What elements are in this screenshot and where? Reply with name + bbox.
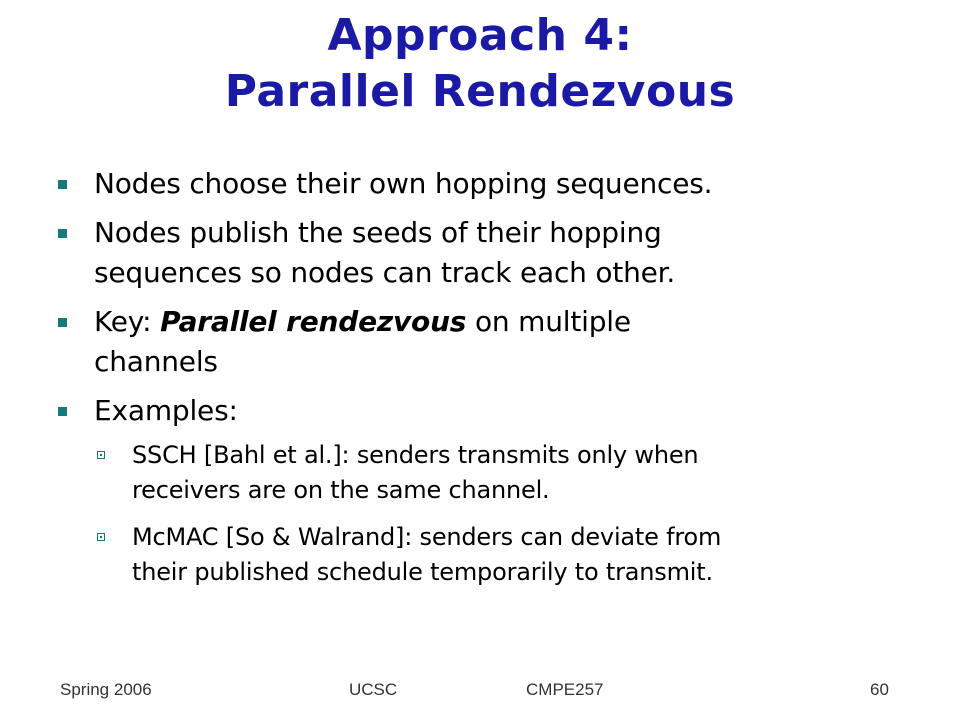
sub-bullet-line2: receivers are on the same channel. — [132, 476, 550, 504]
bullet-text: Nodes choose their own hopping sequences. — [94, 167, 713, 200]
bullet-emphasis: Parallel rendezvous — [160, 305, 467, 338]
sub-bullet-line1: McMAC [So & Walrand]: senders can deviate from — [132, 523, 722, 551]
slide-title-line1: Approach 4: — [327, 10, 633, 61]
slide-title — [0, 8, 960, 120]
bullet-text-line2: channels — [94, 345, 218, 378]
sub-bullet-line1: SSCH [Bahl et al.]: senders transmits only when — [132, 441, 699, 469]
bullet-item — [56, 213, 916, 293]
filled-square-bullet-icon — [58, 180, 67, 189]
sub-bullet-line2: their published schedule temporarily to transmit. — [132, 558, 713, 586]
bullet-text-line1: Nodes publish the seeds of their hopping — [94, 216, 662, 249]
filled-square-bullet-icon — [58, 318, 67, 327]
filled-square-bullet-icon — [58, 229, 67, 238]
bullet-text-line2: sequences so nodes can track each other. — [94, 256, 676, 289]
bullet-item — [56, 391, 916, 431]
bullet-item — [56, 302, 916, 382]
hollow-square-bullet-icon — [97, 533, 105, 541]
bullet-prefix: Key: — [94, 305, 161, 338]
footer-page-number: 60 — [870, 680, 889, 699]
slide-body — [56, 164, 916, 602]
sub-bullet-item — [94, 520, 916, 590]
bullet-text-line1 — [94, 302, 916, 342]
filled-square-bullet-icon — [58, 407, 67, 416]
footer-school: UCSC — [349, 680, 398, 699]
hollow-square-bullet-icon — [97, 451, 105, 459]
footer-course: CMPE257 — [526, 680, 604, 699]
bullet-item — [56, 164, 916, 204]
sub-bullet-item — [94, 438, 916, 508]
bullet-suffix: on multiple — [466, 305, 631, 338]
examples-list — [94, 438, 916, 590]
slide-title-line2: Parallel Rendezvous — [224, 66, 736, 117]
bullet-text: Examples: — [94, 394, 238, 427]
footer-season: Spring 2006 — [60, 680, 152, 699]
